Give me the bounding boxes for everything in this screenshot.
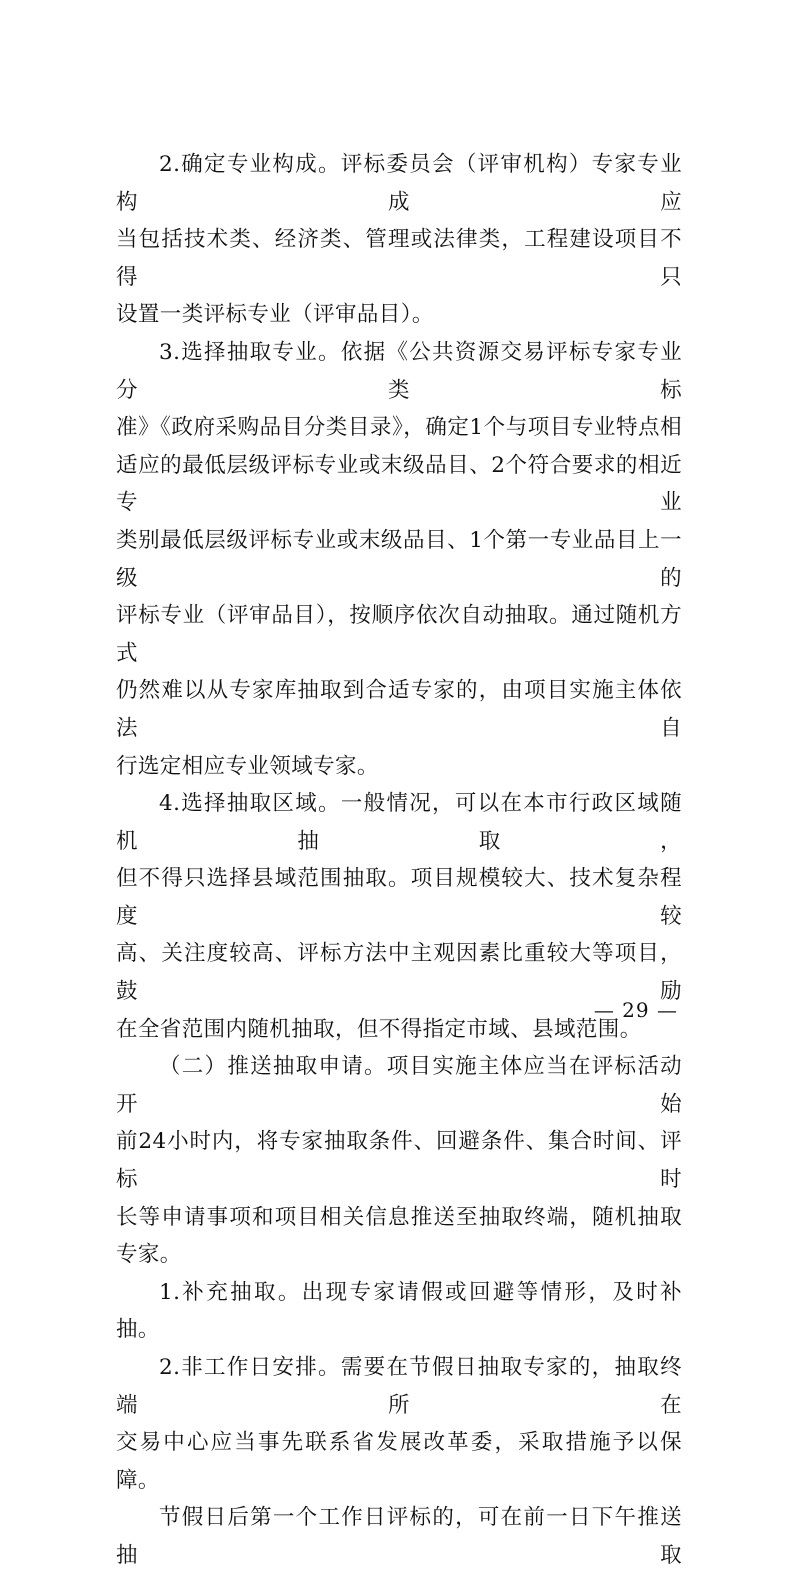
text-line: （二）推送抽取申请。项目实施主体应当在评标活动开始 [116, 1054, 682, 1117]
paragraph [116, 1048, 682, 1274]
text-line: 2.非工作日安排。需要在节假日抽取专家的，抽取终端所在 [116, 1355, 682, 1418]
text-line: 评标专业（评审品目），按顺序依次自动抽取。通过随机方式 [116, 603, 682, 666]
paragraph [116, 1499, 682, 1574]
paragraph [116, 146, 682, 334]
text-line: 高、关注度较高、评标方法中主观因素比重较大等项目，鼓励 [116, 941, 682, 1005]
text-line: 3.选择抽取专业。依据《公共资源交易评标专家专业分类标 [116, 339, 682, 403]
paragraph [116, 334, 682, 785]
text-line: 1.补充抽取。出现专家请假或回避等情形，及时补抽。 [116, 1279, 682, 1343]
text-line: 节假日后第一个工作日评标的，可在前一日下午推送抽取 [116, 1505, 682, 1568]
text-line: 4.选择抽取区域。一般情况，可以在本市行政区域随机抽取， [116, 791, 682, 854]
text-line: 类别最低层级评标专业或末级品目、1个第一专业品目上一级的 [116, 527, 682, 591]
text-line: 适应的最低层级评标专业或末级品目、2个符合要求的相近专业 [116, 452, 682, 516]
text-line: 准》《政府采购品目分类目录》，确定1个与项目专业特点相 [116, 415, 682, 441]
text-line: 在全省范围内随机抽取，但不得指定市域、县域范围。 [116, 1016, 642, 1042]
paragraph [116, 1274, 682, 1349]
text-line: 2.确定专业构成。评标委员会（评审机构）专家专业构成应 [116, 152, 682, 215]
text-line: 当包括技术类、经济类、管理或法律类，工程建设项目不得只 [116, 227, 682, 290]
text-line: 长等申请事项和项目相关信息推送至抽取终端，随机抽取专家。 [116, 1204, 682, 1268]
text-line: 设置一类评标专业（评审品目）。 [116, 302, 434, 328]
document-body [116, 146, 682, 1575]
text-line: 仍然难以从专家库抽取到合适专家的，由项目实施主体依法自 [116, 678, 682, 741]
page-number: — 29 — [593, 998, 678, 1022]
text-line: 行选定相应专业领域专家。 [116, 753, 379, 779]
text-line: 前24小时内，将专家抽取条件、回避条件、集合时间、评标时 [116, 1129, 682, 1193]
text-line: 但不得只选择县域范围抽取。项目规模较大、技术复杂程度较 [116, 866, 682, 929]
paragraph [116, 1349, 682, 1499]
text-line: 交易中心应当事先联系省发展改革委，采取措施予以保障。 [116, 1430, 682, 1493]
